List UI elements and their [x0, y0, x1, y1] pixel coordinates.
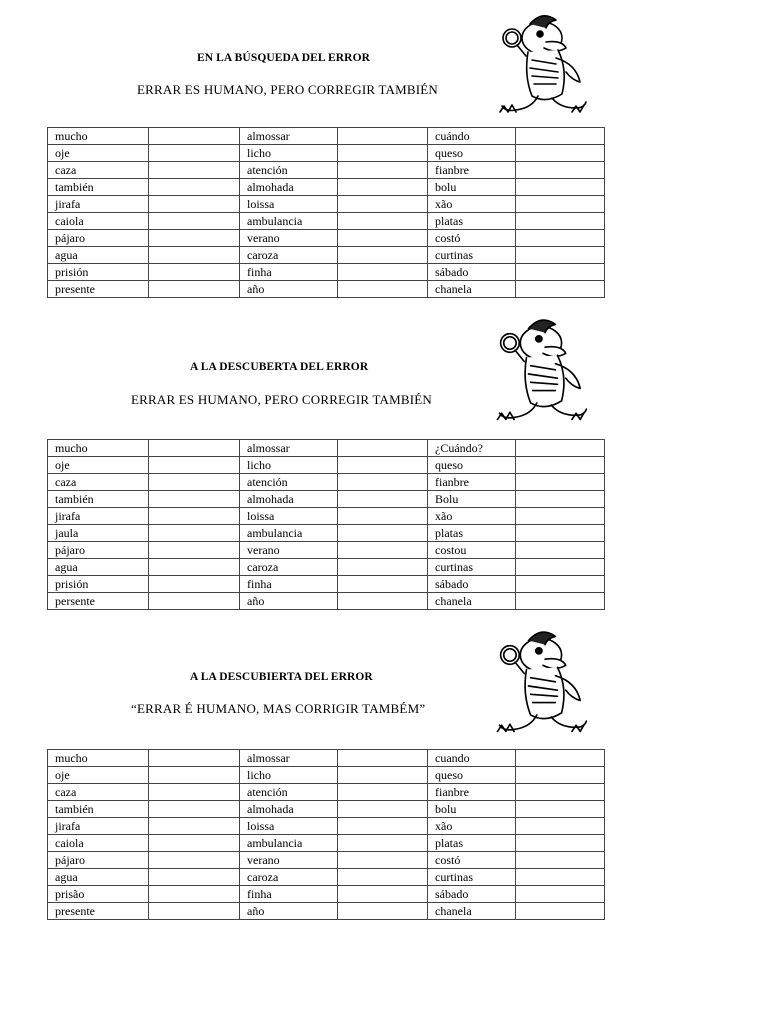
word-cell: cuándo — [428, 128, 516, 145]
word-cell: ¿Cuándo? — [428, 440, 516, 457]
duck-detective-icon — [484, 312, 602, 436]
word-cell: pájaro — [48, 230, 149, 247]
answer-cell[interactable] — [338, 440, 428, 457]
answer-cell[interactable] — [149, 767, 240, 784]
answer-cell[interactable] — [516, 767, 605, 784]
answer-cell[interactable] — [149, 128, 240, 145]
answer-cell[interactable] — [516, 869, 605, 886]
word-cell: licho — [240, 145, 338, 162]
answer-cell[interactable] — [516, 128, 605, 145]
answer-cell[interactable] — [149, 593, 240, 610]
word-cell: almohada — [240, 179, 338, 196]
word-cell: jirafa — [48, 196, 149, 213]
section-subtitle: ERRAR ES HUMANO, PERO CORREGIR TAMBIÉN — [137, 82, 439, 97]
table-row — [48, 491, 605, 508]
answer-cell[interactable] — [338, 525, 428, 542]
word-cell: platas — [428, 835, 516, 852]
word-cell: finha — [240, 886, 338, 903]
word-cell: caza — [48, 474, 149, 491]
word-cell: caiola — [48, 213, 149, 230]
word-cell: prisión — [48, 576, 149, 593]
table-row — [48, 145, 605, 162]
answer-cell[interactable] — [516, 179, 605, 196]
word-cell: costó — [428, 230, 516, 247]
answer-cell[interactable] — [516, 474, 605, 491]
word-cell: atención — [240, 784, 338, 801]
answer-cell[interactable] — [516, 801, 605, 818]
word-cell: prisão — [48, 886, 149, 903]
table-row — [48, 559, 605, 576]
word-cell: sábado — [428, 886, 516, 903]
answer-cell[interactable] — [516, 852, 605, 869]
answer-cell[interactable] — [338, 801, 428, 818]
answer-cell[interactable] — [338, 784, 428, 801]
answer-cell[interactable] — [338, 508, 428, 525]
answer-cell[interactable] — [516, 247, 605, 264]
answer-cell[interactable] — [149, 903, 240, 920]
answer-cell[interactable] — [516, 525, 605, 542]
answer-cell[interactable] — [338, 559, 428, 576]
table-row — [48, 128, 605, 145]
word-cell: queso — [428, 457, 516, 474]
word-cell: finha — [240, 576, 338, 593]
word-cell: loissa — [240, 196, 338, 213]
word-cell: caza — [48, 162, 149, 179]
word-cell: xão — [428, 196, 516, 213]
answer-cell[interactable] — [516, 750, 605, 767]
word-cell: ambulancia — [240, 525, 338, 542]
answer-cell[interactable] — [338, 750, 428, 767]
word-cell: también — [48, 491, 149, 508]
answer-cell[interactable] — [516, 886, 605, 903]
word-cell: jaula — [48, 525, 149, 542]
table-row — [48, 818, 605, 835]
table-row — [48, 767, 605, 784]
answer-cell[interactable] — [149, 230, 240, 247]
word-cell: pájaro — [48, 852, 149, 869]
answer-cell[interactable] — [338, 230, 428, 247]
answer-cell[interactable] — [338, 491, 428, 508]
answer-cell[interactable] — [338, 145, 428, 162]
answer-cell[interactable] — [516, 559, 605, 576]
answer-cell[interactable] — [149, 162, 240, 179]
answer-cell[interactable] — [149, 474, 240, 491]
table-row — [48, 440, 605, 457]
answer-cell[interactable] — [149, 784, 240, 801]
answer-cell[interactable] — [338, 213, 428, 230]
answer-cell[interactable] — [516, 593, 605, 610]
answer-cell[interactable] — [149, 886, 240, 903]
answer-cell[interactable] — [516, 264, 605, 281]
section-heading: A LA DESCUBERTA DEL ERROR — [190, 361, 369, 373]
word-cell: curtinas — [428, 559, 516, 576]
word-cell: oje — [48, 767, 149, 784]
answer-cell[interactable] — [149, 281, 240, 298]
word-cell: caroza — [240, 559, 338, 576]
word-cell: agua — [48, 559, 149, 576]
word-cell: almossar — [240, 128, 338, 145]
answer-cell[interactable] — [149, 179, 240, 196]
table-row — [48, 593, 605, 610]
table-row — [48, 542, 605, 559]
table-row — [48, 474, 605, 491]
word-cell: agua — [48, 247, 149, 264]
answer-cell[interactable] — [338, 179, 428, 196]
answer-cell[interactable] — [149, 440, 240, 457]
word-cell: jirafa — [48, 818, 149, 835]
table-row — [48, 281, 605, 298]
answer-cell[interactable] — [516, 784, 605, 801]
answer-cell[interactable] — [516, 281, 605, 298]
answer-cell[interactable] — [149, 835, 240, 852]
word-cell: fianbre — [428, 784, 516, 801]
word-cell: loissa — [240, 818, 338, 835]
word-cell: persente — [48, 593, 149, 610]
answer-cell[interactable] — [338, 886, 428, 903]
answer-cell[interactable] — [516, 508, 605, 525]
answer-cell[interactable] — [149, 247, 240, 264]
word-cell: almohada — [240, 491, 338, 508]
table-row — [48, 457, 605, 474]
table-row — [48, 196, 605, 213]
answer-cell[interactable] — [149, 457, 240, 474]
word-cell: chanela — [428, 903, 516, 920]
word-cell: loissa — [240, 508, 338, 525]
word-cell: caroza — [240, 247, 338, 264]
answer-cell[interactable] — [149, 801, 240, 818]
answer-cell[interactable] — [338, 903, 428, 920]
duck-detective-icon — [490, 8, 598, 128]
answer-cell[interactable] — [516, 145, 605, 162]
word-cell: platas — [428, 525, 516, 542]
word-cell: año — [240, 593, 338, 610]
answer-cell[interactable] — [149, 559, 240, 576]
answer-cell[interactable] — [338, 835, 428, 852]
word-cell: xão — [428, 508, 516, 525]
word-cell: sábado — [428, 576, 516, 593]
word-cell: prisión — [48, 264, 149, 281]
word-table-1 — [47, 127, 605, 298]
answer-cell[interactable] — [149, 542, 240, 559]
word-cell: atención — [240, 162, 338, 179]
word-cell: costó — [428, 852, 516, 869]
table-row — [48, 576, 605, 593]
answer-cell[interactable] — [338, 281, 428, 298]
answer-cell[interactable] — [338, 767, 428, 784]
section-subtitle: “ERRAR É HUMANO, MAS CORRIGIR TAMBÉM” — [131, 701, 426, 716]
table-row — [48, 247, 605, 264]
word-cell: jirafa — [48, 508, 149, 525]
answer-cell[interactable] — [338, 196, 428, 213]
word-table-2 — [47, 439, 605, 610]
word-cell: finha — [240, 264, 338, 281]
answer-cell[interactable] — [149, 196, 240, 213]
table-row — [48, 886, 605, 903]
section-heading: A LA DESCUBIERTA DEL ERROR — [190, 671, 373, 683]
answer-cell[interactable] — [516, 196, 605, 213]
table-row — [48, 869, 605, 886]
word-cell: también — [48, 801, 149, 818]
word-cell: queso — [428, 767, 516, 784]
word-cell: pájaro — [48, 542, 149, 559]
answer-cell[interactable] — [516, 818, 605, 835]
word-cell: Bolu — [428, 491, 516, 508]
table-row — [48, 903, 605, 920]
answer-cell[interactable] — [338, 264, 428, 281]
answer-cell[interactable] — [516, 542, 605, 559]
answer-cell[interactable] — [338, 852, 428, 869]
table-row — [48, 508, 605, 525]
word-cell: fianbre — [428, 474, 516, 491]
answer-cell[interactable] — [149, 525, 240, 542]
answer-cell[interactable] — [149, 491, 240, 508]
word-table-3 — [47, 749, 605, 920]
word-cell: licho — [240, 767, 338, 784]
word-cell: mucho — [48, 440, 149, 457]
word-cell: curtinas — [428, 247, 516, 264]
word-cell: caza — [48, 784, 149, 801]
answer-cell[interactable] — [338, 869, 428, 886]
word-cell: caroza — [240, 869, 338, 886]
answer-cell[interactable] — [149, 145, 240, 162]
word-cell: almohada — [240, 801, 338, 818]
word-cell: bolu — [428, 179, 516, 196]
word-cell: año — [240, 903, 338, 920]
table-row — [48, 162, 605, 179]
word-cell: año — [240, 281, 338, 298]
table-row — [48, 230, 605, 247]
answer-cell[interactable] — [516, 835, 605, 852]
answer-cell[interactable] — [338, 247, 428, 264]
word-cell: costou — [428, 542, 516, 559]
word-cell: presente — [48, 281, 149, 298]
answer-cell[interactable] — [338, 818, 428, 835]
answer-cell[interactable] — [149, 508, 240, 525]
answer-cell[interactable] — [338, 162, 428, 179]
answer-cell[interactable] — [516, 457, 605, 474]
table-row — [48, 835, 605, 852]
answer-cell[interactable] — [338, 593, 428, 610]
word-cell: cuando — [428, 750, 516, 767]
word-cell: atención — [240, 474, 338, 491]
table-row — [48, 750, 605, 767]
table-row — [48, 784, 605, 801]
word-cell: caiola — [48, 835, 149, 852]
word-cell: presente — [48, 903, 149, 920]
answer-cell[interactable] — [516, 230, 605, 247]
table-row — [48, 801, 605, 818]
word-cell: licho — [240, 457, 338, 474]
answer-cell[interactable] — [516, 213, 605, 230]
word-cell: ambulancia — [240, 835, 338, 852]
word-cell: platas — [428, 213, 516, 230]
answer-cell[interactable] — [149, 818, 240, 835]
answer-cell[interactable] — [338, 128, 428, 145]
answer-cell[interactable] — [149, 869, 240, 886]
answer-cell[interactable] — [516, 576, 605, 593]
word-cell: almossar — [240, 440, 338, 457]
word-cell: fianbre — [428, 162, 516, 179]
word-cell: verano — [240, 852, 338, 869]
answer-cell[interactable] — [149, 750, 240, 767]
answer-cell[interactable] — [516, 903, 605, 920]
answer-cell[interactable] — [338, 474, 428, 491]
word-cell: oje — [48, 145, 149, 162]
section-subtitle: ERRAR ES HUMANO, PERO CORREGIR TAMBIÉN — [131, 392, 433, 407]
table-row — [48, 525, 605, 542]
word-cell: curtinas — [428, 869, 516, 886]
duck-detective-icon — [484, 624, 602, 748]
word-cell: verano — [240, 542, 338, 559]
answer-cell[interactable] — [149, 852, 240, 869]
word-cell: almossar — [240, 750, 338, 767]
word-cell: verano — [240, 230, 338, 247]
word-cell: mucho — [48, 128, 149, 145]
table-row — [48, 264, 605, 281]
word-cell: queso — [428, 145, 516, 162]
answer-cell[interactable] — [149, 213, 240, 230]
word-cell: oje — [48, 457, 149, 474]
answer-cell[interactable] — [516, 491, 605, 508]
word-cell: mucho — [48, 750, 149, 767]
word-cell: chanela — [428, 593, 516, 610]
word-cell: también — [48, 179, 149, 196]
word-cell: bolu — [428, 801, 516, 818]
word-cell: agua — [48, 869, 149, 886]
section-heading: EN LA BÚSQUEDA DEL ERROR — [197, 52, 371, 64]
answer-cell[interactable] — [338, 542, 428, 559]
answer-cell[interactable] — [516, 440, 605, 457]
answer-cell[interactable] — [149, 576, 240, 593]
word-cell: ambulancia — [240, 213, 338, 230]
table-row — [48, 852, 605, 869]
word-cell: sábado — [428, 264, 516, 281]
word-cell: chanela — [428, 281, 516, 298]
answer-cell[interactable] — [149, 264, 240, 281]
answer-cell[interactable] — [338, 457, 428, 474]
table-row — [48, 179, 605, 196]
answer-cell[interactable] — [516, 162, 605, 179]
table-row — [48, 213, 605, 230]
answer-cell[interactable] — [338, 576, 428, 593]
word-cell: xão — [428, 818, 516, 835]
